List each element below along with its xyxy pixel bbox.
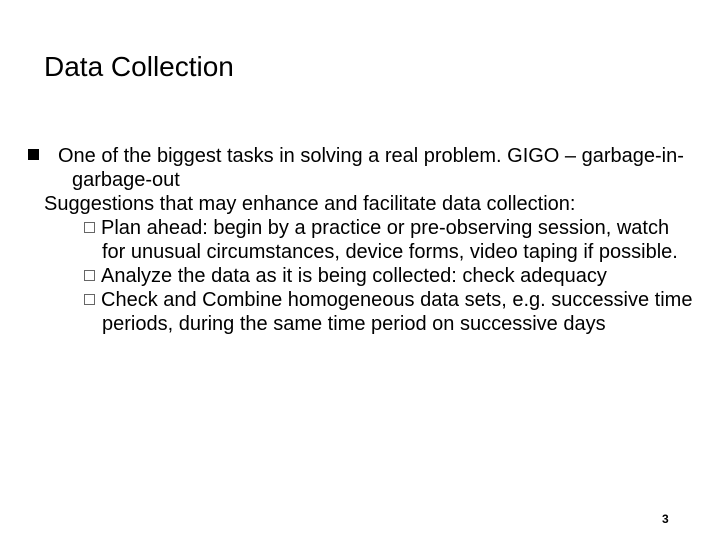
sub-item-text: Check and Combine homogeneous data sets, e.g. successive time periods, during the same time period on successive days xyxy=(101,289,693,335)
suggestions-paragraph: Suggestions that may enhance and facilitate data collection: xyxy=(44,193,576,215)
bullet-text: One of the biggest tasks in solving a real problem. GIGO – garbage-in-garbage-out xyxy=(58,145,684,191)
sub-item-text: Analyze the data as it is being collected: check adequacy xyxy=(101,265,607,287)
checkbox-bullet-icon xyxy=(84,294,95,305)
checkbox-bullet-icon xyxy=(84,222,95,233)
sub-item xyxy=(44,216,694,264)
slide-body xyxy=(44,144,694,336)
sub-item xyxy=(44,264,694,288)
square-bullet-icon xyxy=(28,149,39,160)
sub-item xyxy=(44,288,694,336)
sub-item-text: Plan ahead: begin by a practice or pre-observing session, watch for unusual circumstances, device forms, video taping if possible. xyxy=(101,217,678,263)
checkbox-bullet-icon xyxy=(84,270,95,281)
page-number: 3 xyxy=(662,512,669,526)
slide-title: Data Collection xyxy=(44,51,234,82)
bullet-item xyxy=(44,144,694,192)
